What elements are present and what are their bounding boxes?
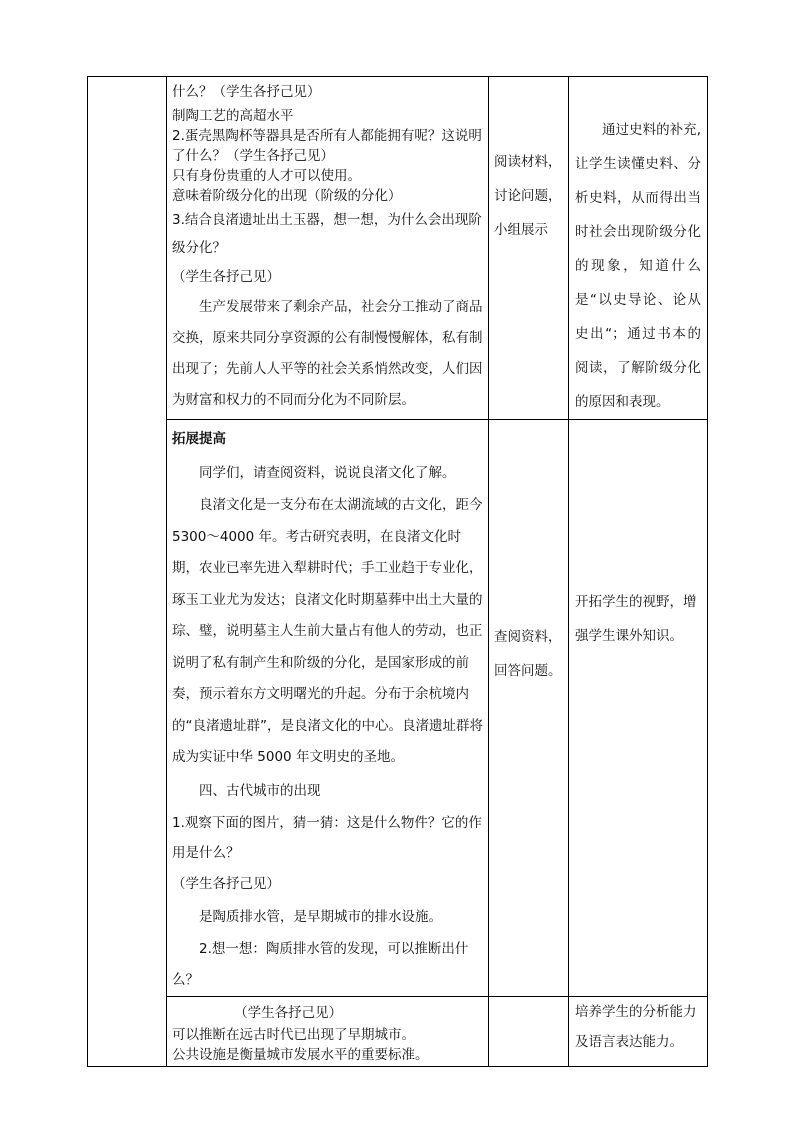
extend-prompt: 同学们，请查阅资料，说说良渚文化了解。 xyxy=(199,465,456,481)
activity-cell-2 xyxy=(489,420,569,997)
question-4-1: 1.观察下面的图片，猜一猜：这是什么物件？它的作用是什么？ xyxy=(172,814,482,861)
activity-cell-3 xyxy=(489,996,569,1066)
content-cell-3 xyxy=(167,996,489,1066)
intent-cell-2 xyxy=(569,420,708,997)
intent-text: 培养学生的分析能力及语言表达能力。 xyxy=(575,1003,697,1050)
extend-text: 良渚文化是一支分布在太湖流域的古文化，距今 5300～4000 年。考古研究表明，在良渚文化时期，农业已率先进入犁耕时代；手工业趋于专业化，琢玉工业尤为发达；良渚文化时期墓葬中出土大量的琮、璧，说明墓主人生前大量占有他人的劳动，也正说明了私有制产生和阶级的分化，是国家形成的前奏，预示着东方文明曙光的升起。分布于余杭境内的“良渚遗址群”，是良渚文化的中心。良渚遗址群将成为实证中华 5000 年文明史的圣地。 xyxy=(172,497,483,765)
text-line: 2.蛋壳黑陶杯等器具是否所有人都能拥有呢？这说明了什么？（学生各抒己见） xyxy=(172,128,482,164)
content-cell-2 xyxy=(167,420,489,997)
activity-line: 讨论问题， xyxy=(494,188,562,204)
student-opinion: （学生各抒己见） xyxy=(234,1004,343,1021)
activity-line: 小组展示 xyxy=(494,222,548,238)
activity-cell-1 xyxy=(489,77,569,420)
extend-title: 拓展提高 xyxy=(172,431,226,447)
text-line: 制陶工艺的高超水平 xyxy=(172,108,294,124)
answer-3: 生产发展带来了剩余产品，社会分工推动了商品交换，原来共同分享资源的公有制慢慢解体，私有制出现了；先前人人平等的社会关系悄然改变，人们因为财富和权力的不同而分化为不同阶层。 xyxy=(172,299,483,408)
answer-4-1: 是陶质排水管，是早期城市的排水设施。 xyxy=(199,908,442,925)
intent-cell-3 xyxy=(569,996,708,1066)
question-3: 3.结合良渚遗址出土玉器，想一想，为什么会出现阶级分化？ xyxy=(172,212,482,256)
section-4-heading: 四、古代城市的出现 xyxy=(199,782,321,799)
student-opinion: （学生各抒己见） xyxy=(172,269,280,285)
content-cell-1 xyxy=(167,77,489,420)
answer-4-2a: 可以推断在远古时代已出现了早期城市。 xyxy=(172,1026,415,1043)
intent-text: 开拓学生的视野，增强学生课外知识。 xyxy=(575,594,697,644)
intent-text: 通过史料的补充,让学生读懂史料、分析史料，从而得出当时社会出现阶级分化的现象，知道什么是“以史导论、论从史出“；通过书本的阅读，了解阶级分化的原因和表现。 xyxy=(575,122,701,410)
lesson-plan-table xyxy=(87,76,708,1067)
text-line: 只有身份贵重的人才可以使用。 xyxy=(172,168,361,184)
activity-line: 回答问题。 xyxy=(494,663,562,679)
text-line: 意味着阶级分化的出现（阶级的分化） xyxy=(172,188,402,204)
activity-line: 阅读材料， xyxy=(494,154,562,170)
activity-line: 查阅资料， xyxy=(494,629,562,645)
student-opinion: （学生各抒己见） xyxy=(172,875,280,892)
question-4-2: 2.想一想：陶质排水管的发现，可以推断出什么？ xyxy=(172,940,469,988)
stage-column-cell xyxy=(88,77,167,1067)
text-line: 什么？（学生各抒己见） xyxy=(172,84,321,100)
intent-cell-1 xyxy=(569,77,708,420)
answer-4-2b: 公共设施是衡量城市发展水平的重要标准。 xyxy=(172,1046,429,1063)
